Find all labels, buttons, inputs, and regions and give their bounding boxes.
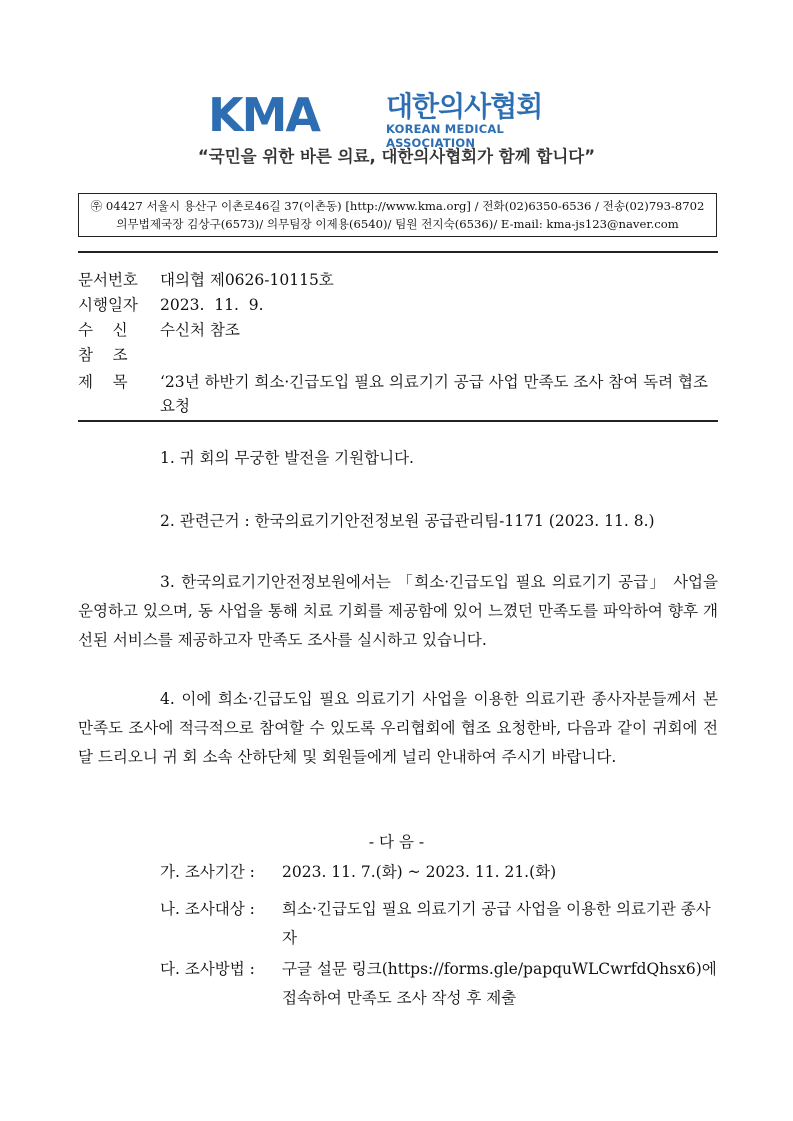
contact-line-2: 의무법제국장 김상구(6573)/ 의무팀장 이제용(6540)/ 팀원 전지숙(6536)/ E-mail: kma-js123@naver.com xyxy=(116,217,679,231)
paragraph-3: 3. 한국의료기기안전정보원에서는 「희소·긴급도입 필요 의료기기 공급」 사업을 운영하고 있으며, 동 사업을 통해 치료 기회를 제공함에 있어 느꼈던 만족도를 파악하여 향후 개선된 서비스를 제공하고자 만족도 조사를 실시하고 있습니다. xyxy=(78,573,718,649)
date-label: 시행일자 xyxy=(78,296,138,314)
item-target-value: 희소·긴급도입 필요 의료기기 공급 사업을 이용한 의료기관 종사자 xyxy=(282,900,711,947)
paragraph-1: 1. 귀 회의 무궁한 발전을 기원합니다. xyxy=(160,449,414,467)
logo-mark: KMA xyxy=(208,88,320,142)
recipient-label: 수 신 xyxy=(78,321,128,339)
reference-label: 참 조 xyxy=(78,346,128,364)
doc-number-row xyxy=(78,268,334,292)
kma-logo xyxy=(208,88,588,150)
doc-number-label: 문서번호 xyxy=(78,271,138,289)
paragraph-2: 2. 관련근거 : 한국의료기기안전정보원 공급관리팀-1171 (2023. 11. 8.) xyxy=(160,512,655,530)
paragraph-4: 4. 이에 희소·긴급도입 필요 의료기기 사업을 이용한 의료기관 종사자분들께서 본 만족도 조사에 적극적으로 참여할 수 있도록 우리협회에 협조 요청한바, 다음과 같이 귀회에 전달 드리오니 귀 회 소속 산하단체 및 회원들에게 널리 안내하여 주시기 바랍니다. xyxy=(78,690,718,766)
item-method-value: 구글 설문 링크(https://forms.gle/papquWLCwrfdQhsx6)에 접속하여 만족도 조사 작성 후 제출 xyxy=(282,960,717,1007)
item-target xyxy=(160,895,720,953)
divider-top xyxy=(78,251,718,253)
item-period-value: 2023. 11. 7.(화) ~ 2023. 11. 21.(화) xyxy=(282,863,557,881)
item-target-label: 나. 조사대상 : xyxy=(160,900,255,918)
date-value: 2023. 11. 9. xyxy=(160,296,264,314)
divider-bottom xyxy=(78,420,718,422)
recipient-row xyxy=(78,318,240,342)
slogan: “국민을 위한 바른 의료, 대한의사협회가 함께 합니다” xyxy=(197,147,596,166)
subject-row xyxy=(78,370,160,394)
recipient-value: 수신처 참조 xyxy=(160,321,240,339)
subject-label: 제 목 xyxy=(78,373,128,391)
contact-line-1: ㉾ 04427 서울시 용산구 이촌로46길 37(이촌동) [http://www.kma.org] / 전화(02)6350-6536 / 전송(02)793-8702 xyxy=(90,199,705,213)
item-period xyxy=(160,858,720,887)
contact-box xyxy=(78,193,717,237)
org-name-korean: 대한의사협회 xyxy=(386,90,543,123)
org-name-english: KOREAN MEDICAL ASSOCIATION xyxy=(386,122,505,150)
item-method-label: 다. 조사방법 : xyxy=(160,960,255,978)
date-row xyxy=(78,293,264,317)
item-method xyxy=(160,955,720,1013)
next-heading: - 다 음 - xyxy=(368,833,425,851)
doc-number: 대의협 제0626-10115호 xyxy=(160,271,334,289)
item-period-label: 가. 조사기간 : xyxy=(160,863,255,881)
reference-row xyxy=(78,343,160,367)
subject-value: ‘23년 하반기 희소·긴급도입 필요 의료기기 공급 사업 만족도 조사 참여 독려 협조 요청 xyxy=(160,373,708,415)
